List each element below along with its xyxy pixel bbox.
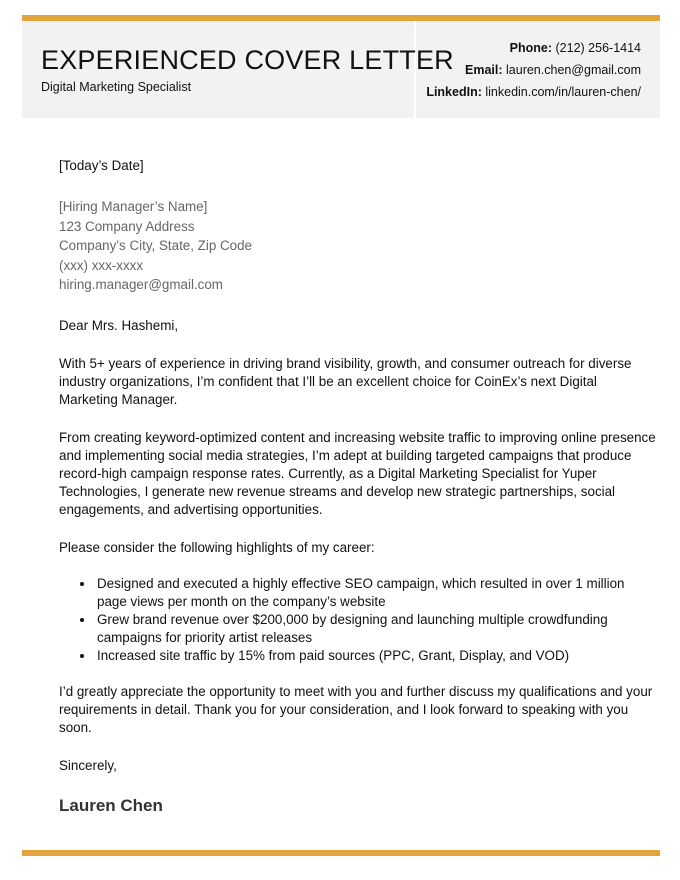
highlights-list [59, 575, 657, 665]
contact-linkedin [426, 85, 641, 99]
recipient-phone: (xxx) xxx-xxxx [59, 257, 144, 273]
letter-header [22, 21, 660, 118]
job-title: Digital Marketing Specialist [41, 80, 192, 94]
phone-value: (212) 256-1414 [555, 41, 641, 55]
highlight-item: Increased site traffic by 15% from paid sources (PPC, Grant, Display, and VOD) [59, 647, 657, 665]
recipient-block [59, 197, 657, 295]
recipient-address: 123 Company Address [59, 218, 195, 234]
email-label: Email: [465, 63, 503, 77]
phone-label: Phone: [509, 41, 553, 55]
experience-paragraph: From creating keyword-optimized content and increasing website traffic to improving online presence and implementing social media strategies, I’m adept at building targeted campaigns that produce record-high campaign response rates. Currently, as a Digital Marketing Specialist for Yuper Technologies, I generate new revenue streams and develop new strategic partnerships, social engagements, and advertising opportunities. [59, 429, 656, 517]
highlights-intro: Please consider the following highlights of my career: [59, 539, 375, 555]
email-value: lauren.chen@gmail.com [506, 63, 641, 77]
recipient-email: hiring.manager@gmail.com [59, 277, 223, 293]
recipient-name: [Hiring Manager’s Name] [59, 199, 208, 214]
letter-body [59, 157, 657, 815]
closing-paragraph: I’d greatly appreciate the opportunity to meet with you and further discuss my qualifications and your requirements in detail. Thank you for your consideration, and I look forward to speaking with you soon. [59, 683, 653, 735]
document-title: EXPERIENCED COVER LETTER [41, 45, 454, 75]
contact-block [416, 21, 660, 118]
linkedin-label: LinkedIn: [426, 85, 482, 99]
signature-name: Lauren Chen [59, 795, 163, 815]
contact-phone [510, 41, 641, 55]
bottom-accent-bar [22, 850, 660, 856]
linkedin-value: linkedin.com/in/lauren-chen/ [485, 85, 641, 99]
letter-date: [Today’s Date] [59, 158, 144, 173]
contact-email [465, 63, 641, 77]
salutation: Dear Mrs. Hashemi, [59, 317, 179, 333]
closing-phrase: Sincerely, [59, 757, 117, 773]
recipient-city: Company’s City, State, Zip Code [59, 238, 253, 254]
highlight-item: Designed and executed a highly effective SEO campaign, which resulted in over 1 million page views per month on the company’s website [59, 575, 657, 611]
highlight-item: Grew brand revenue over $200,000 by designing and launching multiple crowdfunding campaigns for priority artist releases [59, 611, 657, 647]
intro-paragraph: With 5+ years of experience in driving brand visibility, growth, and consumer outreach for diverse industry organizations, I’m confident that I’ll be an excellent choice for CoinEx’s next Digital Marketing Manager. [59, 355, 632, 407]
